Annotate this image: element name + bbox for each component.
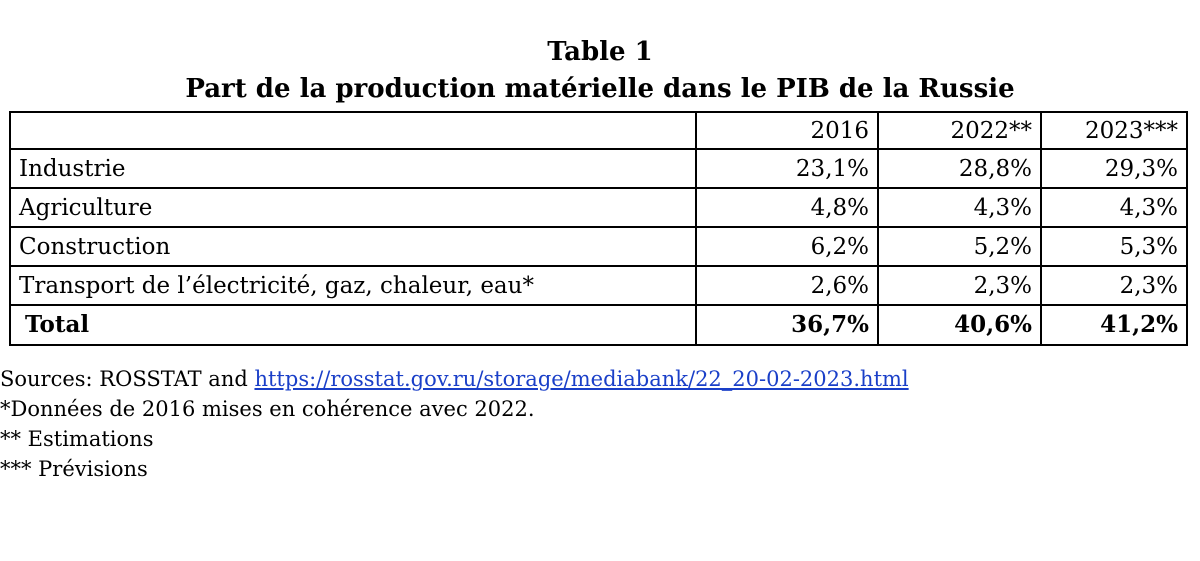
table-cell: 2,3% [878,266,1041,305]
table-cell: 5,3% [1041,227,1187,266]
table-header-row [10,112,1187,149]
total-label: Total [10,305,696,345]
table-cell: 4,8% [696,188,878,227]
table-cell: 28,8% [878,149,1041,188]
total-cell: 40,6% [878,305,1041,345]
table-row [10,149,1187,188]
row-label: Transport de l’électricité, gaz, chaleur, eau* [10,266,696,305]
table-cell: 2,3% [1041,266,1187,305]
sources-link[interactable]: https://rosstat.gov.ru/storage/mediabank/22_20-02-2023.html [254,367,909,391]
total-cell: 41,2% [1041,305,1187,345]
footnotes [0,364,909,484]
sources-line [0,364,909,394]
header-cell-2022: 2022** [878,112,1041,149]
table-row [10,188,1187,227]
table-cell: 23,1% [696,149,878,188]
table-cell: 2,6% [696,266,878,305]
total-cell: 36,7% [696,305,878,345]
footnote-data-note: *Données de 2016 mises en cohérence avec 2022. [0,397,535,421]
row-label: Agriculture [10,188,696,227]
row-label: Industrie [10,149,696,188]
table-row [10,266,1187,305]
table-cell: 4,3% [1041,188,1187,227]
table-subtitle: Part de la production matérielle dans le PIB de la Russie [185,74,1015,104]
header-cell-2016: 2016 [696,112,878,149]
footnote-previsions: *** Prévisions [0,457,148,481]
table-row [10,227,1187,266]
table-cell: 6,2% [696,227,878,266]
header-cell-empty [10,112,696,149]
row-label: Construction [10,227,696,266]
table-total-row [10,305,1187,345]
sources-prefix: Sources: ROSSTAT and [0,367,255,391]
table-cell: 5,2% [878,227,1041,266]
table-cell: 4,3% [878,188,1041,227]
table-title: Table 1 [547,37,653,67]
header-cell-2023: 2023*** [1041,112,1187,149]
table-cell: 29,3% [1041,149,1187,188]
footnote-estimations: ** Estimations [0,427,154,451]
data-table [9,111,1188,346]
